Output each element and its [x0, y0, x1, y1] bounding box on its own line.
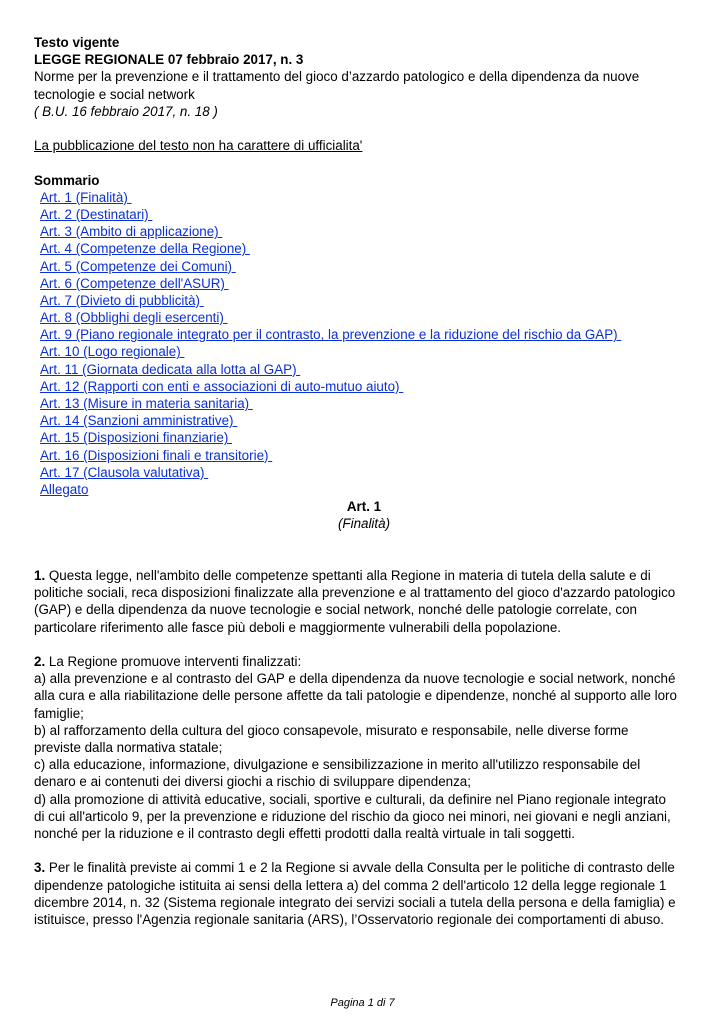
document-page: [34, 34, 694, 928]
summary-item: [34, 395, 694, 412]
summary-item: [34, 481, 694, 498]
page-number: Pagina 1 di 7: [330, 997, 395, 1009]
summary-link-art-16[interactable]: Art. 16 (Disposizioni finali e transitorie): [40, 447, 273, 463]
summary-item: [34, 206, 694, 223]
paragraph-text-line: istituisce, presso l'Agenzia regionale sanitaria (ARS), l’Osservatorio regionale dei comportamenti di abuso.: [34, 911, 664, 927]
paragraph-number: 2.: [34, 653, 46, 669]
summary-list: [34, 189, 694, 498]
paragraph-text-line: Questa legge, nell'ambito delle competenze spettanti alla Regione in materia di tutela della salute e di: [45, 567, 651, 583]
paragraph-text-line: previste dalla normativa statale;: [34, 739, 223, 755]
summary-link-allegato[interactable]: Allegato: [40, 481, 89, 497]
summary-link-art-14[interactable]: Art. 14 (Sanzioni amministrative): [40, 413, 238, 429]
summary-link-art-11[interactable]: Art. 11 (Giornata dedicata alla lotta al GAP): [40, 361, 301, 377]
paragraph-3: [34, 859, 694, 928]
summary-item: [34, 240, 694, 257]
summary-item: [34, 223, 694, 240]
bulletin-reference: ( B.U. 16 febbraio 2017, n. 18 ): [34, 103, 218, 119]
summary-link-art-5[interactable]: Art. 5 (Competenze dei Comuni): [40, 258, 236, 274]
paragraph-text-line: dipendenze patologiche istituita ai sensi della lettera a) del comma 2 dell'articolo 12 della legge regionale 1: [34, 877, 667, 893]
paragraph-text-line: Per le finalità previste ai commi 1 e 2 la Regione si avvale della Consulta per le politiche di contrasto delle: [45, 860, 675, 876]
document-status: Testo vigente: [34, 35, 120, 50]
spacer: [34, 120, 694, 137]
paragraph-text-line: d) alla promozione di attività educative, sociali, sportive e culturali, da definire nel Piano regionale integrato: [34, 791, 666, 807]
spacer: [34, 533, 694, 550]
paragraph-text-line: a) alla prevenzione e al contrasto del GAP e della dipendenza da nuove tecnologie e social network, nonché: [34, 671, 676, 687]
official-notice: La pubblicazione del testo non ha carattere di ufficialita': [34, 138, 363, 154]
paragraph-text-line: denaro e ai contenuti dei diversi giochi a rischio di sviluppare dipendenza;: [34, 774, 471, 790]
paragraph-number: 3.: [34, 860, 46, 876]
paragraph-text-line: di cui all'articolo 9, per la prevenzione e riduzione del rischio da gioco nei minori, nei giovani e negli anziani,: [34, 808, 671, 824]
summary-item: [34, 258, 694, 275]
paragraph-text-line: dicembre 2014, n. 32 (Sistema regionale integrato dei servizi sociali a tutela della persona e della famiglia) e: [34, 894, 676, 910]
paragraph-text-line: politiche sociali, reca disposizioni finalizzate alla prevenzione e al trattamento del gioco d'azzardo patologico: [34, 585, 676, 601]
law-title: LEGGE REGIONALE 07 febbraio 2017, n. 3: [34, 52, 304, 68]
summary-item: [34, 361, 694, 378]
paragraph-text-line: particolare riferimento alle fasce più deboli e maggiormente vulnerabili della popolazione.: [34, 619, 562, 635]
summary-item: [34, 464, 694, 481]
summary-item: [34, 429, 694, 446]
summary-link-art-17[interactable]: Art. 17 (Clausola valutativa): [40, 464, 209, 480]
summary-item: [34, 412, 694, 429]
summary-item: [34, 326, 694, 343]
spacer: [34, 842, 694, 859]
paragraph-text-line: famiglie;: [34, 705, 84, 721]
paragraph-1: [34, 567, 694, 636]
paragraph-number: 1.: [34, 567, 46, 583]
paragraph-text-line: alla cura e alla riabilitazione delle persone affette da tali patologie e dipendenze, nonché al supporto alle loro: [34, 688, 677, 704]
summary-item: [34, 378, 694, 395]
summary-item: [34, 189, 694, 206]
law-subject-line-1: Norme per la prevenzione e il trattamento del gioco d’azzardo patologico e della dipendenza da nuove: [34, 69, 640, 85]
spacer: [34, 550, 694, 567]
summary-link-art-12[interactable]: Art. 12 (Rapporti con enti e associazioni di auto-mutuo aiuto): [40, 378, 404, 394]
summary-link-art-6[interactable]: Art. 6 (Competenze dell'ASUR): [40, 275, 229, 291]
article-title: (Finalità): [337, 516, 391, 532]
paragraph-text-line: b) al rafforzamento della cultura del gioco consapevole, misurato e responsabile, nelle diverse forme: [34, 722, 629, 738]
summary-link-art-1[interactable]: Art. 1 (Finalità): [40, 189, 132, 205]
summary-link-art-2[interactable]: Art. 2 (Destinatari): [40, 206, 153, 222]
summary-link-art-10[interactable]: Art. 10 (Logo regionale): [40, 344, 185, 360]
summary-item: [34, 292, 694, 309]
law-subject-line-2: tecnologie e social network: [34, 86, 195, 102]
summary-item: [34, 447, 694, 464]
spacer: [34, 636, 694, 653]
summary-link-art-15[interactable]: Art. 15 (Disposizioni finanziarie): [40, 430, 233, 446]
paragraph-text-line: La Regione promuove interventi finalizzati:: [45, 653, 302, 669]
summary-link-art-13[interactable]: Art. 13 (Misure in materia sanitaria): [40, 396, 253, 412]
paragraph-2: [34, 653, 694, 842]
summary-link-art-8[interactable]: Art. 8 (Obblighi degli esercenti): [40, 310, 228, 326]
page-footer: [0, 996, 725, 1010]
paragraph-text-line: (GAP) e della dipendenza da nuove tecnologie e social network, nonché delle patologie correlate, con: [34, 602, 637, 618]
spacer: [34, 154, 694, 171]
summary-link-art-7[interactable]: Art. 7 (Divieto di pubblicità): [40, 292, 204, 308]
summary-item: [34, 275, 694, 292]
summary-item: [34, 309, 694, 326]
summary-link-art-9[interactable]: Art. 9 (Piano regionale integrato per il contrasto, la prevenzione e la riduzione del rischio da GAP): [40, 327, 622, 343]
summary-heading: Sommario: [34, 172, 100, 188]
article-number: Art. 1: [346, 499, 382, 515]
paragraph-text-line: nonché per la riduzione e il contrasto degli effetti prodotti dalla realtà virtuale in tali soggetti.: [34, 825, 575, 841]
paragraph-text-line: c) alla educazione, informazione, divulgazione e sensibilizzazione in merito all'utilizzo responsabile del: [34, 757, 641, 773]
summary-link-art-4[interactable]: Art. 4 (Competenze della Regione): [40, 241, 250, 257]
summary-link-art-3[interactable]: Art. 3 (Ambito di applicazione): [40, 224, 223, 240]
summary-item: [34, 343, 694, 360]
